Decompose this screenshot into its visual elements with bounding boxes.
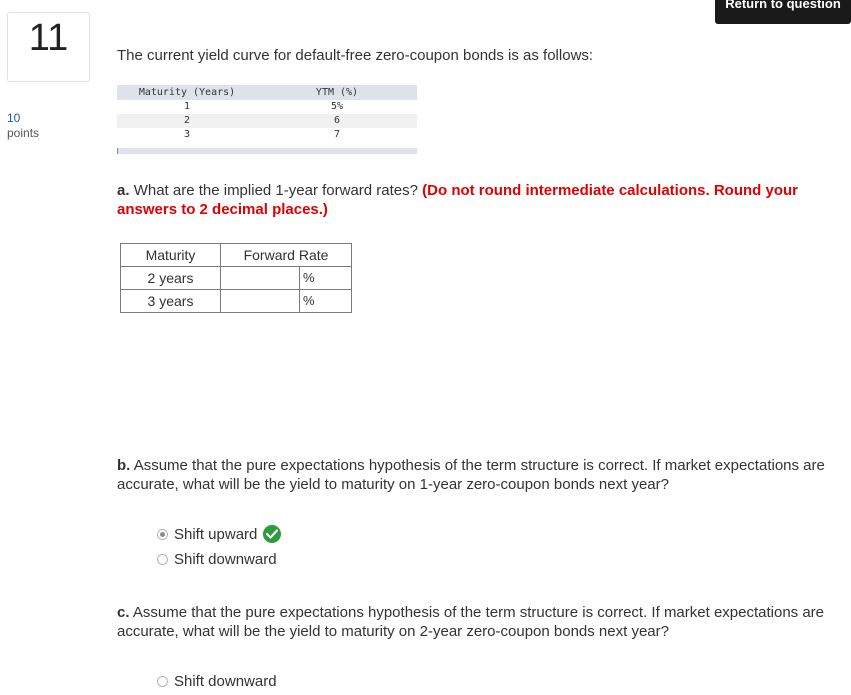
yield-curve-maturity: 3 bbox=[183, 129, 191, 140]
part-a-instruction: (Do not round intermediate calculations. Round your answers to 2 decimal places.) bbox=[117, 182, 799, 218]
part-b-text: Assume that the pure expectations hypothesis of the term structure is correct. If market expectations are accurate, what will be the yield to maturity on 1-year zero-coupon bonds next year? bbox=[117, 457, 825, 493]
yield-curve-footer bbox=[117, 148, 417, 154]
part-b-option-shift-downward[interactable] bbox=[157, 551, 277, 568]
points-label: points bbox=[7, 126, 40, 140]
forward-rate-cell bbox=[221, 267, 352, 290]
percent-unit: % bbox=[303, 270, 315, 285]
yield-curve-header bbox=[117, 85, 417, 100]
yield-curve-row bbox=[117, 114, 417, 128]
yield-curve-table bbox=[117, 85, 417, 154]
forward-rate-header-rate: Forward Rate bbox=[221, 244, 352, 267]
yield-curve-maturity: 1 bbox=[183, 101, 191, 112]
points-info bbox=[7, 111, 39, 141]
yield-curve-header-maturity: Maturity (Years) bbox=[138, 87, 236, 98]
question-stem: The current yield curve for default-free zero-coupon bonds is as follows: bbox=[117, 47, 594, 64]
part-c-label: c. bbox=[117, 604, 130, 621]
return-to-question-button[interactable]: Return to question bbox=[715, 0, 851, 24]
part-b-option-shift-upward[interactable] bbox=[157, 525, 281, 543]
option-label: Shift upward bbox=[174, 525, 258, 543]
forward-rate-3yr-input[interactable] bbox=[221, 290, 300, 312]
yield-curve-row bbox=[117, 100, 417, 114]
yield-curve-ytm: 7 bbox=[333, 129, 341, 140]
yield-curve-maturity: 2 bbox=[183, 115, 191, 126]
points-value: 10 bbox=[7, 111, 21, 125]
radio-icon[interactable] bbox=[157, 554, 168, 565]
option-label: Shift downward bbox=[174, 551, 277, 568]
question-number-box bbox=[7, 12, 90, 82]
part-b-label: b. bbox=[117, 457, 131, 474]
yield-curve-ytm: 6 bbox=[333, 115, 341, 126]
forward-rate-row bbox=[121, 290, 352, 313]
radio-selected-icon[interactable] bbox=[157, 529, 168, 540]
forward-rate-header-row bbox=[121, 244, 352, 267]
forward-rate-2yr-input[interactable] bbox=[221, 267, 300, 289]
forward-rate-header-maturity: Maturity bbox=[121, 244, 221, 267]
part-a-label: a. bbox=[117, 182, 130, 199]
part-c-prompt bbox=[117, 603, 842, 641]
part-b-prompt bbox=[117, 456, 842, 494]
yield-curve-header-ytm: YTM (%) bbox=[315, 87, 359, 98]
forward-rate-cell bbox=[221, 290, 352, 313]
percent-unit: % bbox=[303, 293, 315, 308]
part-c-text: Assume that the pure expectations hypothesis of the term structure is correct. If market expectations are accurate, what will be the yield to maturity on 2-year zero-coupon bonds next year? bbox=[117, 604, 825, 640]
part-a-text: What are the implied 1-year forward rates? bbox=[133, 182, 418, 199]
question-number: 11 bbox=[28, 17, 69, 59]
forward-rate-row bbox=[121, 267, 352, 290]
radio-icon[interactable] bbox=[157, 676, 168, 687]
yield-curve-ytm: 5% bbox=[330, 101, 344, 112]
forward-rate-maturity: 3 years bbox=[121, 290, 221, 313]
forward-rate-maturity: 2 years bbox=[121, 267, 221, 290]
option-label: Shift downward bbox=[174, 673, 277, 690]
part-c-option-shift-downward[interactable] bbox=[157, 673, 277, 690]
correct-check-icon bbox=[263, 525, 281, 543]
yield-curve-row bbox=[117, 128, 417, 142]
forward-rate-table bbox=[120, 243, 352, 313]
part-a-prompt bbox=[117, 181, 832, 219]
